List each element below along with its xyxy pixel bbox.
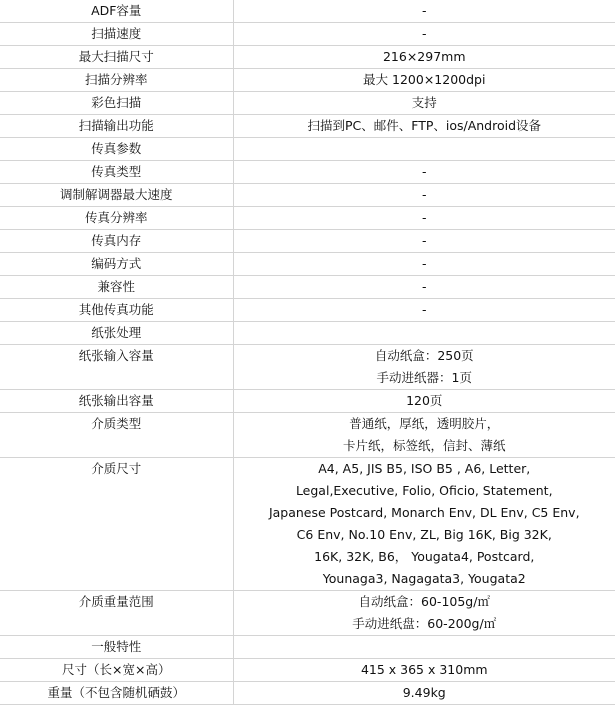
spec-value-line: 自动纸盒：60-105g/㎡	[358, 594, 490, 609]
spec-value: 9.49kg	[233, 682, 615, 705]
spec-label: 尺寸（长×宽×高）	[0, 659, 233, 682]
spec-row	[0, 276, 615, 299]
spec-value-line: Younaga3, Nagagata3, Yougata2	[233, 568, 615, 591]
spec-label: 介质重量范围	[0, 591, 233, 636]
spec-row	[0, 46, 615, 69]
spec-label: 编码方式	[0, 253, 233, 276]
spec-row	[0, 0, 615, 23]
spec-value: -	[233, 276, 615, 299]
spec-value: -	[233, 0, 615, 23]
spec-label: 彩色扫描	[0, 92, 233, 115]
spec-value: 支持	[233, 92, 615, 115]
spec-label: 传真内存	[0, 230, 233, 253]
spec-row	[0, 184, 615, 207]
spec-row	[0, 161, 615, 184]
spec-row	[0, 207, 615, 230]
spec-label: 介质尺寸	[0, 458, 233, 591]
spec-label: ADF容量	[0, 0, 233, 23]
spec-row	[0, 659, 615, 682]
spec-row	[0, 322, 615, 345]
spec-value: -	[233, 23, 615, 46]
spec-row	[0, 390, 615, 413]
spec-row	[0, 591, 615, 614]
spec-value-line: 普通纸，厚纸，透明胶片，	[349, 416, 500, 431]
spec-value: 415 x 365 x 310mm	[233, 659, 615, 682]
spec-value: 最大 1200×1200dpi	[233, 69, 615, 92]
spec-value: -	[233, 299, 615, 322]
spec-row	[0, 253, 615, 276]
spec-label: 纸张输出容量	[0, 390, 233, 413]
spec-row	[0, 23, 615, 46]
spec-value	[233, 322, 615, 345]
spec-row	[0, 115, 615, 138]
spec-label: 纸张输入容量	[0, 345, 233, 390]
spec-row	[0, 682, 615, 705]
spec-row	[0, 92, 615, 115]
spec-label: 最大扫描尺寸	[0, 46, 233, 69]
spec-row	[0, 636, 615, 659]
spec-value: 216×297mm	[233, 46, 615, 69]
spec-label: 调制解调器最大速度	[0, 184, 233, 207]
spec-value-line: Japanese Postcard, Monarch Env, DL Env, C5 Env,	[268, 505, 580, 520]
spec-label: 扫描分辨率	[0, 69, 233, 92]
spec-label: 其他传真功能	[0, 299, 233, 322]
spec-value-line: Legal,Executive, Folio, Oficio, Statement,	[295, 483, 553, 498]
spec-value-line: A4, A5, JIS B5, ISO B5 , A6, Letter,	[318, 461, 531, 476]
spec-label: 介质类型	[0, 413, 233, 458]
spec-value: -	[233, 230, 615, 253]
spec-value-line: 卡片纸，标签纸，信封、薄纸	[233, 435, 615, 458]
spec-value-line: C6 Env, No.10 Env, ZL, Big 16K, Big 32K,	[296, 527, 552, 542]
spec-value: 扫描到PC、邮件、FTP、ios/Android设备	[233, 115, 615, 138]
spec-label: 扫描速度	[0, 23, 233, 46]
spec-row	[0, 345, 615, 368]
spec-value	[233, 138, 615, 161]
spec-row	[0, 138, 615, 161]
spec-value: -	[233, 161, 615, 184]
spec-value	[233, 636, 615, 659]
spec-label: 传真分辨率	[0, 207, 233, 230]
spec-label: 兼容性	[0, 276, 233, 299]
spec-label: 一般特性	[0, 636, 233, 659]
spec-row	[0, 458, 615, 481]
spec-label: 纸张处理	[0, 322, 233, 345]
spec-label: 重量（不包含随机硒鼓）	[0, 682, 233, 705]
spec-value-line: 16K, 32K, B6， Yougata4, Postcard,	[314, 549, 535, 564]
spec-value: -	[233, 207, 615, 230]
spec-row	[0, 69, 615, 92]
spec-value-line: 手动进纸盘：60-200g/㎡	[233, 613, 615, 636]
spec-value: -	[233, 253, 615, 276]
spec-row	[0, 413, 615, 436]
spec-value: -	[233, 184, 615, 207]
spec-value-line: 自动纸盒：250页	[374, 348, 474, 363]
spec-row	[0, 230, 615, 253]
spec-row	[0, 299, 615, 322]
spec-label: 扫描输出功能	[0, 115, 233, 138]
spec-value-line: 手动进纸器：1页	[233, 367, 615, 390]
spec-label: 传真类型	[0, 161, 233, 184]
spec-value: 120页	[233, 390, 615, 413]
spec-label: 传真参数	[0, 138, 233, 161]
